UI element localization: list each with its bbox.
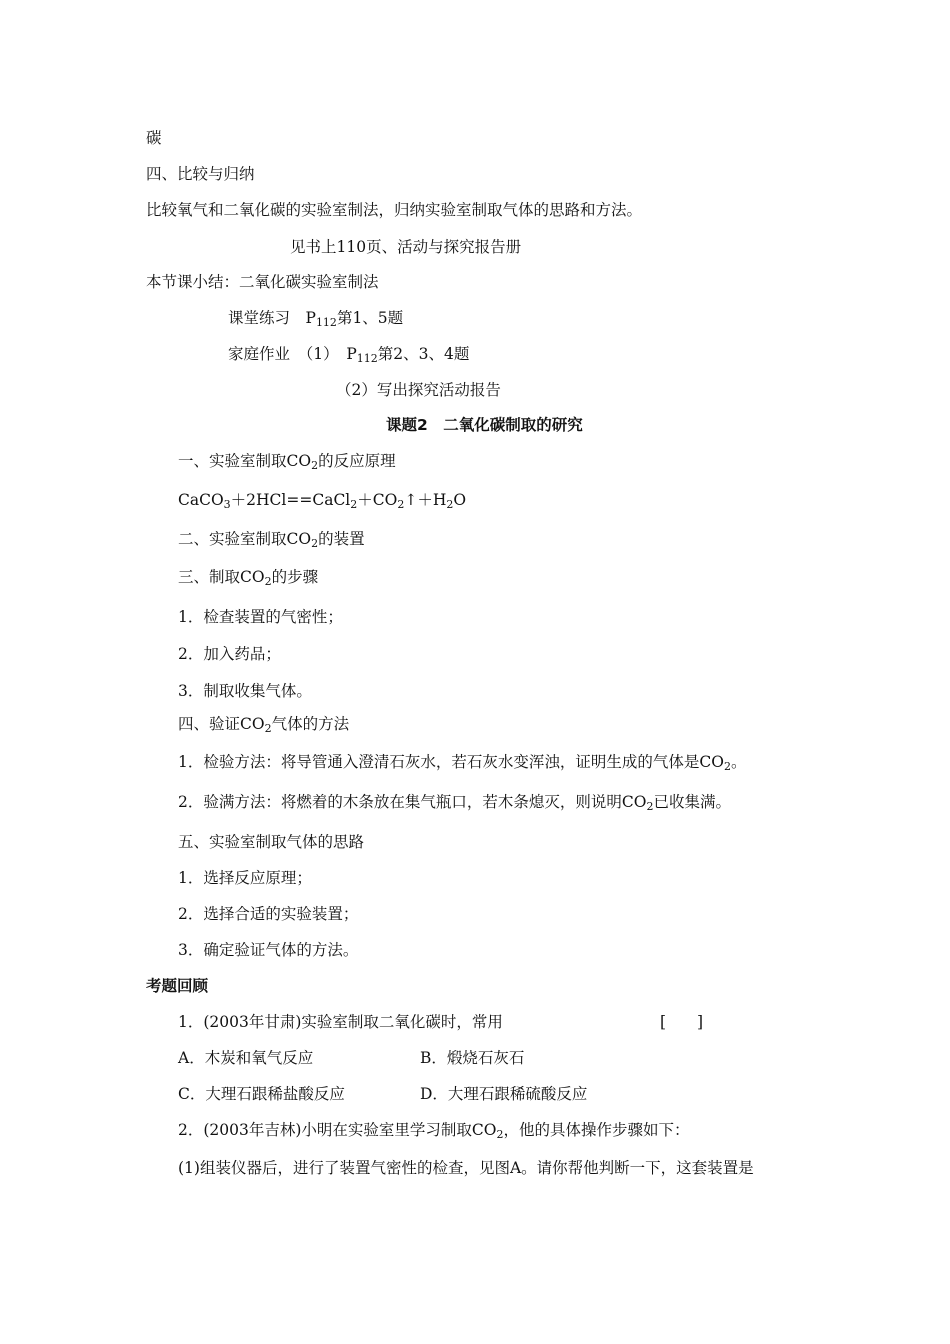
section-heading: 五、实验室制取气体的思路 [178, 833, 365, 851]
list-item: 1．检查装置的气密性； [178, 608, 343, 626]
option-d: D．大理石跟稀硫酸反应 [420, 1085, 588, 1103]
text-line: 碳 [146, 129, 162, 147]
section-heading: 一、实验室制取$CO_2$的反应原理 [178, 452, 396, 472]
list-item: 2．加入药品； [178, 645, 281, 663]
section-heading: 三、制取$CO_2$的步骤 [178, 568, 319, 588]
text-line: 见书上110页、活动与探究报告册 [290, 238, 522, 256]
homework-line: 家庭作业 （1） $P_{112}$第2、3、4题 [228, 345, 470, 365]
section-heading: 四、比较与归纳 [146, 165, 255, 183]
summary-line: 本节课小结：二氧化碳实验室制法 [146, 273, 379, 291]
topic-title: 课题2 二氧化碳制取的研究 [386, 416, 583, 434]
option-c: C．大理石跟稀盐酸反应 [178, 1085, 345, 1103]
list-item: 2．验满方法：将燃着的木条放在集气瓶口，若木条熄灭，则说明$CO_2$已收集满。 [178, 793, 731, 813]
section-heading: 二、实验室制取$CO_2$的装置 [178, 530, 365, 550]
text-line: 比较氧气和二氧化碳的实验室制法，归纳实验室制取气体的思路和方法。 [146, 201, 643, 219]
answer-bracket: [ ] [660, 1013, 704, 1031]
question-2: 2．(2003年吉林)小明在实验室里学习制取$CO_2$，他的具体操作步骤如下： [178, 1121, 690, 1141]
option-b: B．煅烧石灰石 [420, 1049, 525, 1067]
classwork-line: 课堂练习 $P_{112}$第1、5题 [228, 309, 404, 329]
question-2-part-1: (1)组装仪器后，进行了装置气密性的检查，见图A。请你帮他判断一下，这套装置是 [178, 1159, 754, 1177]
question-1: 1．(2003年甘肃)实验室制取二氧化碳时，常用 [178, 1013, 503, 1031]
list-item: 1．选择反应原理； [178, 869, 312, 887]
list-item: 2．选择合适的实验装置； [178, 905, 359, 923]
list-item: 3．制取收集气体。 [178, 682, 312, 700]
review-heading: 考题回顾 [146, 977, 209, 995]
list-item: 1．检验方法：将导管通入澄清石灰水，若石灰水变浑浊，证明生成的气体是$CO_2$。 [178, 753, 747, 773]
option-a: A．木炭和氧气反应 [178, 1049, 314, 1067]
list-item: 3．确定验证气体的方法。 [178, 941, 359, 959]
homework-line-2: （2）写出探究活动报告 [336, 381, 501, 399]
section-heading: 四、验证$CO_2$气体的方法 [178, 715, 350, 735]
chemical-equation: $CaCO_3+2HCl==CaCl_2+CO_2↑+H_2O$ [178, 491, 467, 511]
